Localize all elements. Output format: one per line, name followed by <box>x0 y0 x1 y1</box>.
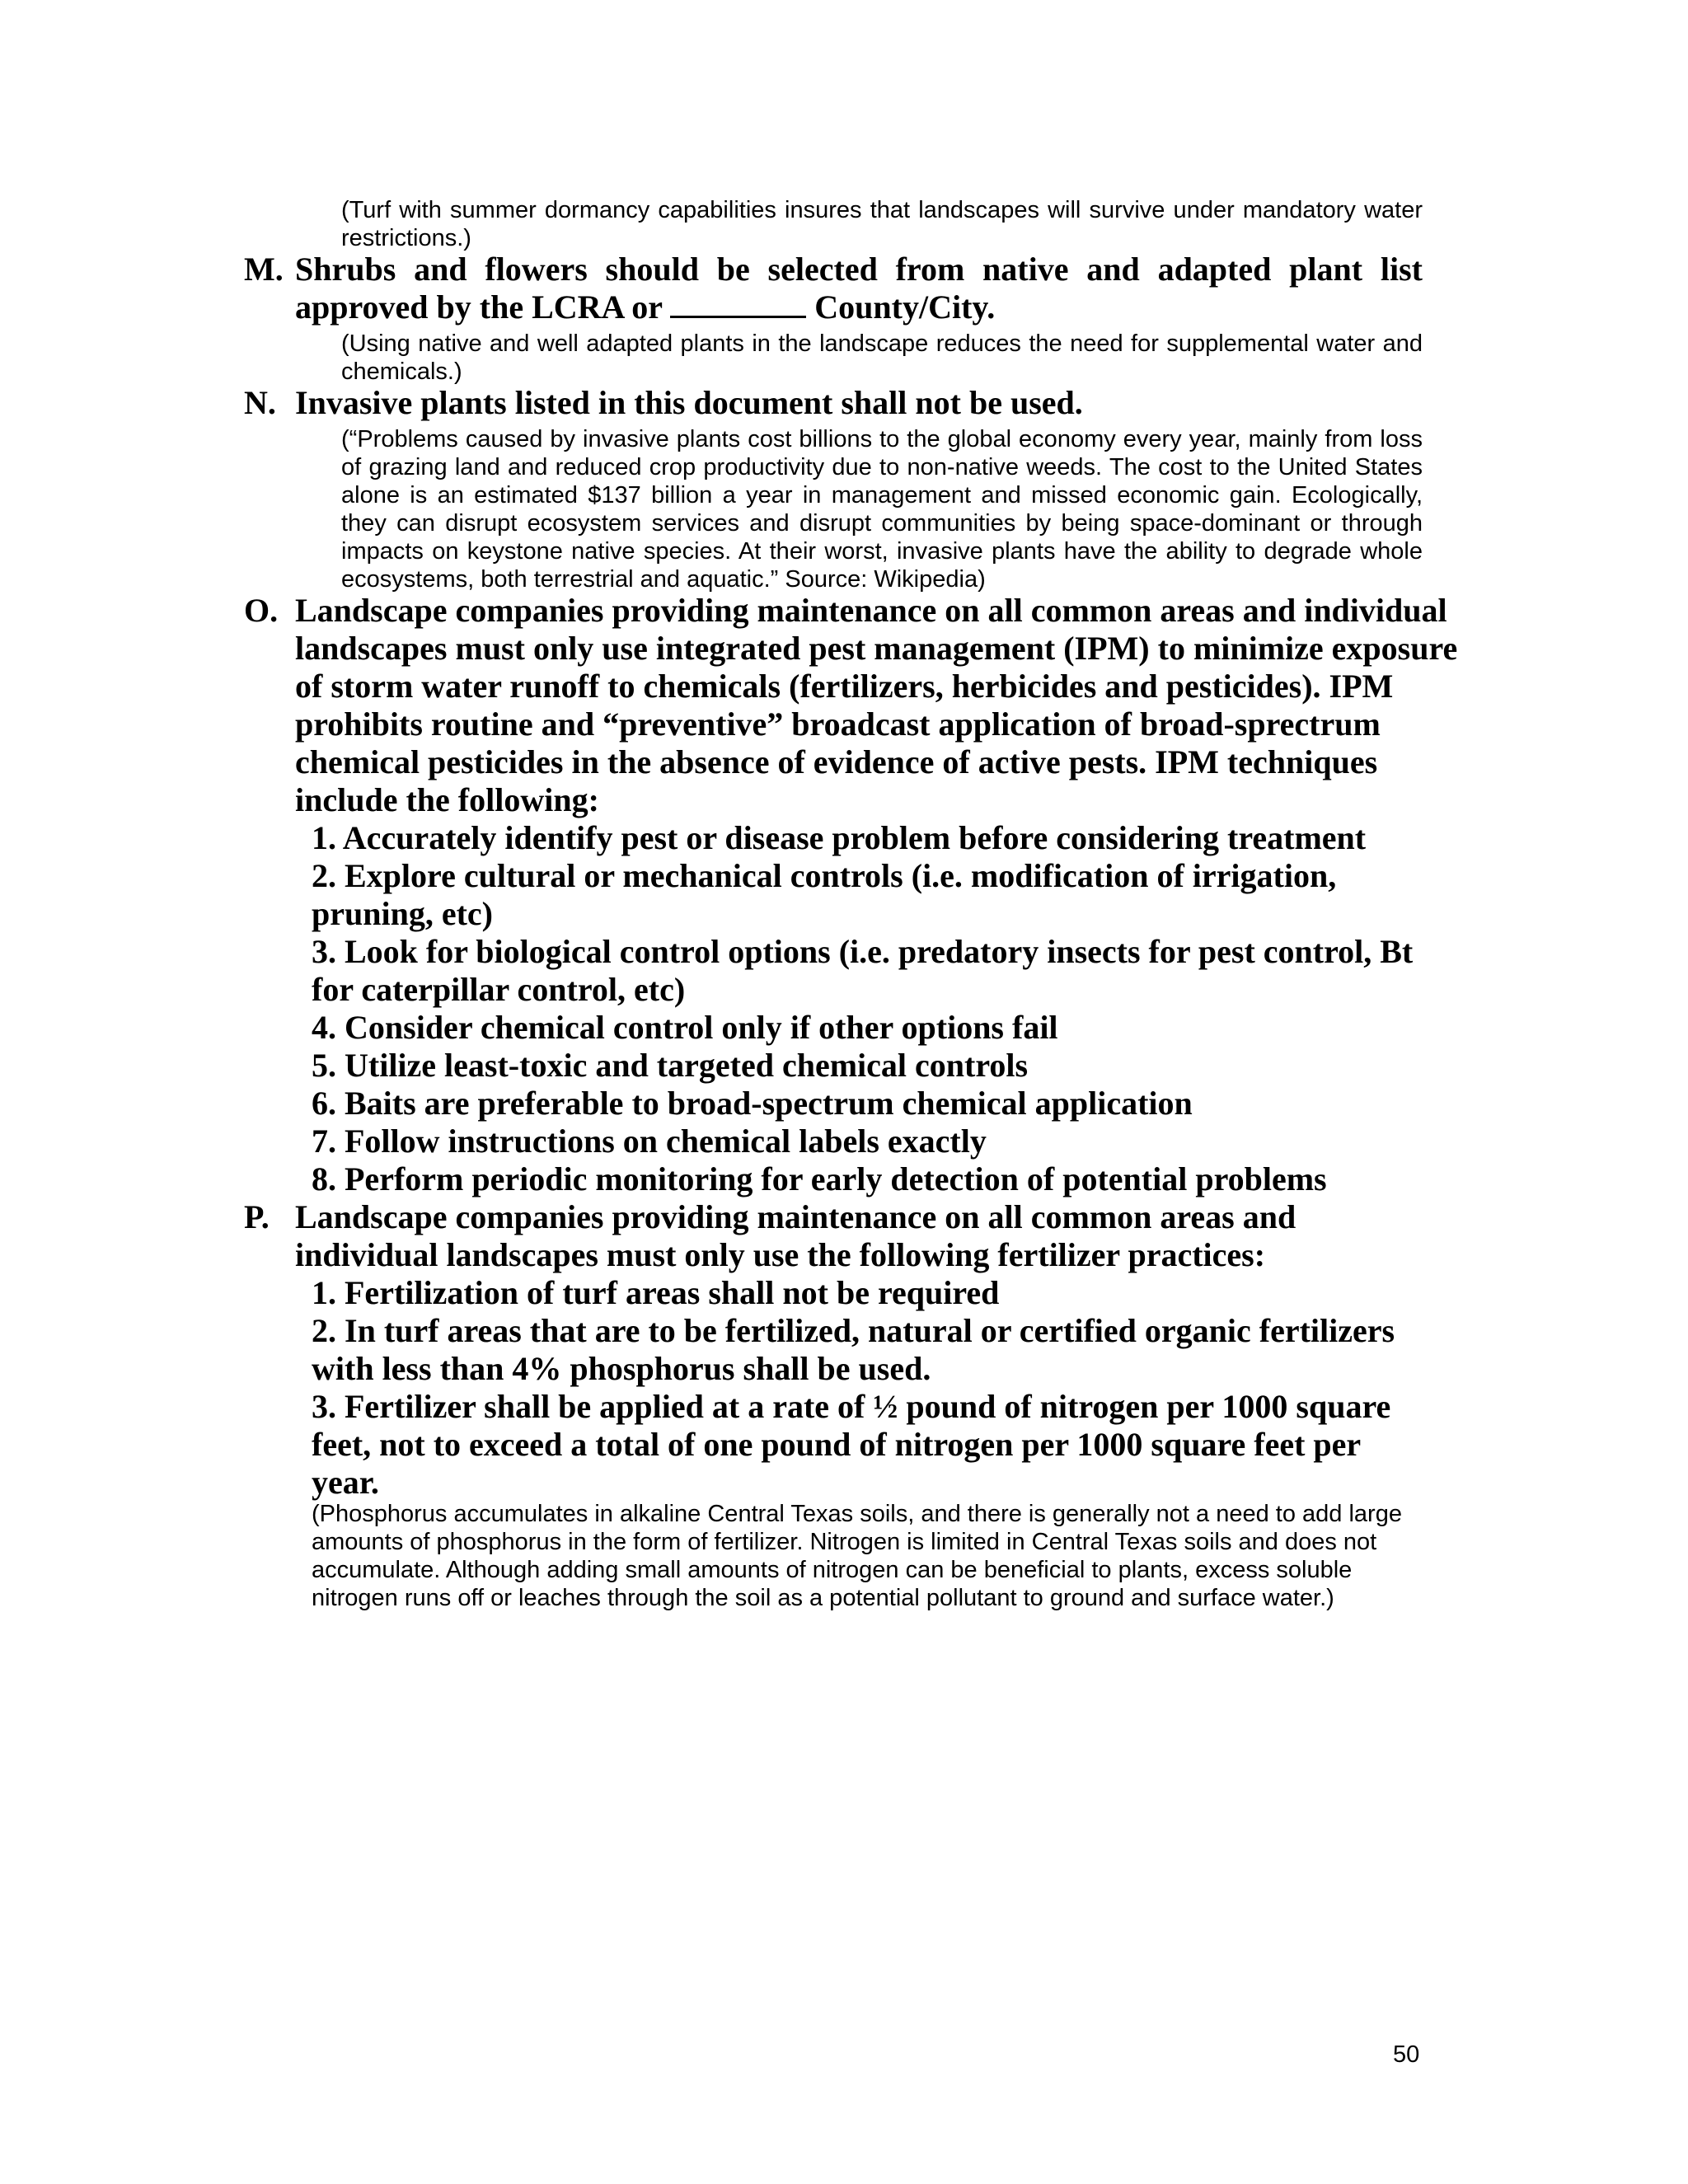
item-o-letter: O. <box>244 592 279 629</box>
item-o-text: Landscape companies providing maintenance on all common areas and individual landscapes must only use integrated pest management (IPM) to minimize exposure of storm water runoff to chemicals (fertilizers, herbicides and pesticides). IPM prohibits routine and “preventive” broadcast application of broad-sprectrum chemical pesticides in the absence of evidence of active pests. IPM techniques include the following: <box>295 592 1458 818</box>
item-m-letter: M. <box>244 251 284 288</box>
intro-note: (Turf with summer dormancy capabilities insures that landscapes will survive under mandatory water restrictions.) <box>341 197 1423 251</box>
item-m-text <box>295 251 1423 326</box>
ipm-step: 6. Baits are preferable to broad-spectrum chemical application <box>312 1085 1193 1122</box>
ipm-steps-list <box>312 819 1432 1198</box>
ipm-step: 1. Accurately identify pest or disease problem before considering treatment <box>312 819 1367 856</box>
item-p-text: Landscape companies providing maintenance on all common areas and individual landscapes must only use the following fertilizer practices: <box>295 1198 1296 1273</box>
ipm-step: 2. Explore cultural or mechanical controls (i.e. modification of irrigation, pruning, etc) <box>312 857 1337 932</box>
item-n-note: (“Problems caused by invasive plants cost billions to the global economy every year, mainly from loss of grazing land and reduced crop productivity due to non-native weeds. The cost to the United States alone is an estimated $137 billion a year in management and missed economic gain. Ecologically, they can disrupt ecosystem services and disrupt communities by being space-dominant or through impacts on keystone native species. At their worst, invasive plants have the ability to degrade whole ecosystems, both terrestrial and aquatic.” Source: Wikipedia) <box>341 426 1423 593</box>
item-p-note: (Phosphorus accumulates in alkaline Central Texas soils, and there is generally not a need to add large amounts of phosphorus in the form of fertilizer. Nitrogen is limited in Central Texas soils and does not accumulate. Although adding small amounts of nitrogen can be beneficial to plants, excess soluble nitrogen runs off or leaches through the soil as a potential pollutant to ground and surface water.) <box>312 1501 1402 1611</box>
ipm-step: 5. Utilize least-toxic and targeted chemical controls <box>312 1047 1029 1084</box>
ipm-step: 7. Follow instructions on chemical labels exactly <box>312 1122 987 1160</box>
item-p <box>244 1198 1423 1274</box>
item-m-note: (Using native and well adapted plants in the landscape reduces the need for supplemental water and chemicals.) <box>341 330 1423 385</box>
page-number: 50 <box>1393 2041 1420 2068</box>
item-n <box>244 384 1423 422</box>
item-p-letter: P. <box>244 1198 270 1235</box>
item-m-text-part2: County/City. <box>806 288 996 326</box>
ipm-step: 8. Perform periodic monitoring for early detection of potential problems <box>312 1160 1327 1197</box>
item-o <box>244 592 1458 819</box>
fertilizer-steps-list <box>312 1274 1416 1502</box>
fill-in-blank <box>670 291 806 318</box>
item-m <box>244 251 1423 326</box>
fertilizer-step: 3. Fertilizer shall be applied at a rate of ½ pound of nitrogen per 1000 square feet, not to exceed a total of one pound of nitrogen per 1000 square feet per year. <box>312 1388 1391 1501</box>
ipm-step: 4. Consider chemical control only if other options fail <box>312 1009 1058 1046</box>
fertilizer-step: 1. Fertilization of turf areas shall not be required <box>312 1274 1000 1311</box>
ipm-step: 3. Look for biological control options (i.e. predatory insects for pest control, Bt for caterpillar control, etc) <box>312 933 1414 1008</box>
item-n-text: Invasive plants listed in this document shall not be used. <box>295 384 1083 421</box>
item-m-text-part1: Shrubs and flowers should be selected from native and adapted plant list approved by the LCRA or <box>295 251 1423 326</box>
fertilizer-step: 2. In turf areas that are to be fertilized, natural or certified organic fertilizers with less than 4% phosphorus shall be used. <box>312 1312 1395 1387</box>
item-n-letter: N. <box>244 384 276 421</box>
